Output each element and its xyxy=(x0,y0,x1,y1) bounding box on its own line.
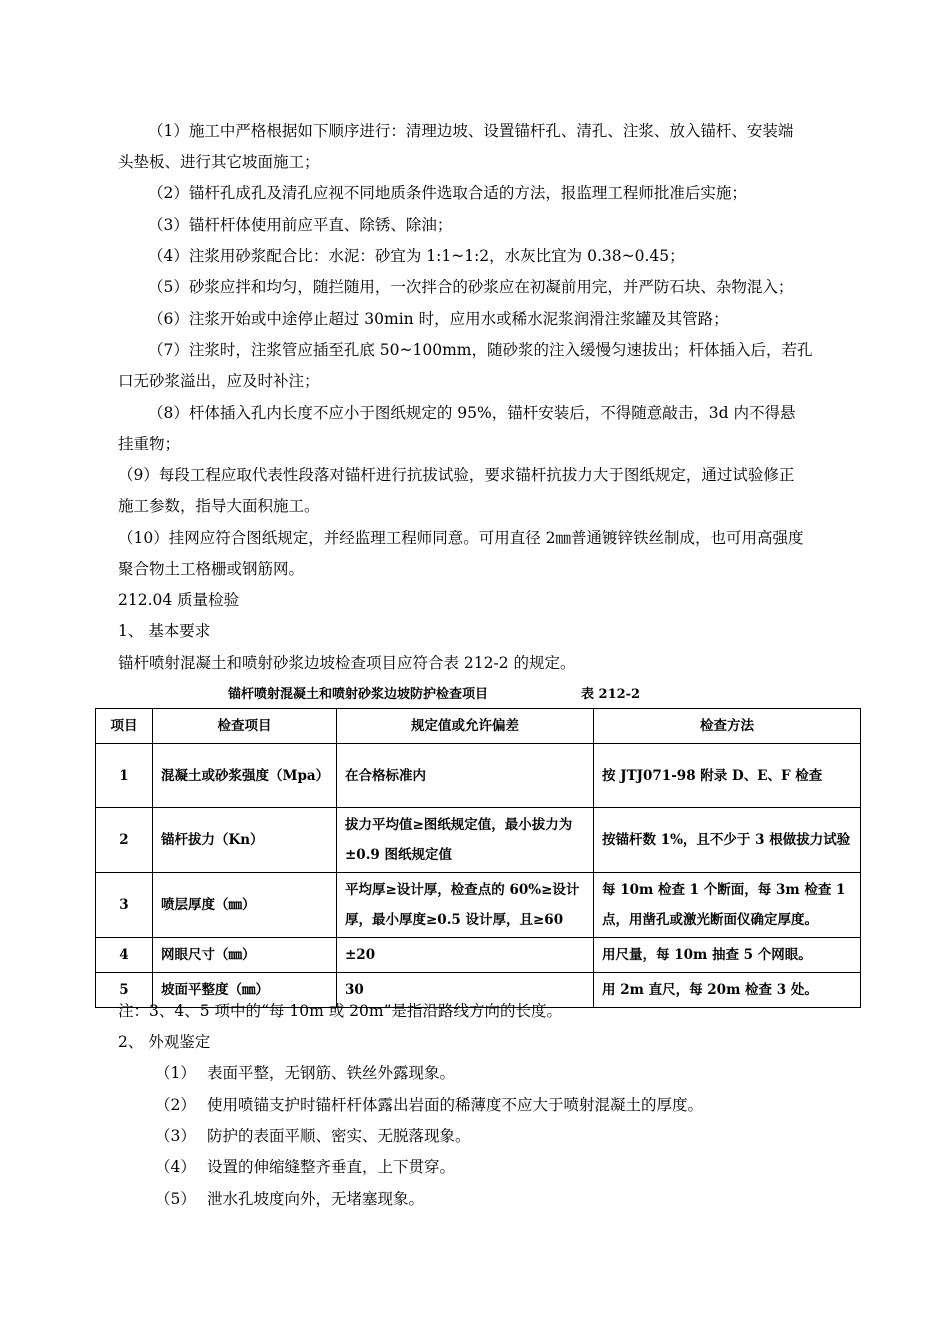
table-row xyxy=(96,744,861,808)
header-item: 检查项目 xyxy=(153,709,337,744)
appearance-item xyxy=(155,1095,703,1115)
cell-method: 用尺量，每 10m 抽查 5 个网眼。 xyxy=(594,938,861,973)
table-title: 锚杆喷射混凝土和喷射砂浆边坡防护检查项目 xyxy=(228,687,489,702)
table-intro: 锚杆喷射混凝土和喷射砂浆边坡检查项目应符合表 212-2 的规定。 xyxy=(118,654,576,672)
appearance-item-text: 表面平整，无钢筋、铁丝外露现象。 xyxy=(207,1064,456,1082)
appearance-item-number: （1） xyxy=(155,1064,196,1082)
header-method: 检查方法 xyxy=(594,709,861,744)
section-heading: 212.04 质量检验 xyxy=(118,591,240,609)
cell-no: 1 xyxy=(96,744,153,808)
cell-spec: 平均厚≥设计厚，检查点的 60%≥设计厚，最小厚度≥0.5 设计厚，且≥60 xyxy=(337,873,594,938)
cell-no: 5 xyxy=(96,973,153,1008)
cell-item: 锚杆拔力（Kn） xyxy=(153,808,337,873)
subsection-heading-appearance: 2、 外观鉴定 xyxy=(118,1033,211,1051)
paragraph-10: （10）挂网应符合图纸规定，并经监理工程师同意。可用直径 2㎜普通镀锌铁丝制成，也可用高强度 xyxy=(118,529,804,547)
cell-no: 2 xyxy=(96,808,153,873)
table-row xyxy=(96,808,861,873)
appearance-item xyxy=(155,1157,455,1177)
table-note: 注：3、4、5 项中的“每 10m 或 20m”是指沿路线方向的长度。 xyxy=(118,1002,562,1020)
cell-method: 按锚杆数 1%，且不少于 3 根做拔力试验 xyxy=(594,808,861,873)
header-spec: 规定值或允许偏差 xyxy=(337,709,594,744)
cell-spec: ±20 xyxy=(337,938,594,973)
cell-item: 混凝土或砂浆强度（Mpa） xyxy=(153,744,337,808)
appearance-item-number: （2） xyxy=(155,1096,196,1114)
cell-item: 喷层厚度（㎜） xyxy=(153,873,337,938)
paragraph-2: （2）锚杆孔成孔及清孔应视不同地质条件选取合适的方法，报监理工程师批准后实施； xyxy=(148,184,747,202)
cell-method: 用 2m 直尺，每 20m 检查 3 处。 xyxy=(594,973,861,1008)
paragraph-1: （1）施工中严格根据如下顺序进行：清理边坡、设置锚杆孔、清孔、注浆、放入锚杆、安装端 xyxy=(148,122,794,140)
cell-item: 网眼尺寸（㎜） xyxy=(153,938,337,973)
cell-spec: 拔力平均值≥图纸规定值，最小拔力为±0.9 图纸规定值 xyxy=(337,808,594,873)
appearance-item-text: 泄水孔坡度向外，无堵塞现象。 xyxy=(207,1190,425,1208)
paragraph-5: （5）砂浆应拌和均匀，随拦随用，一次拌合的砂浆应在初凝前用完，并严防石块、杂物混入； xyxy=(148,278,794,296)
appearance-item-number: （5） xyxy=(155,1190,196,1208)
paragraph-9: （9）每段工程应取代表性段落对锚杆进行抗拔试验，要求锚杆抗拔力大于图纸规定，通过试验修正 xyxy=(118,466,795,484)
table-row xyxy=(96,938,861,973)
cell-spec: 30 xyxy=(337,973,594,1008)
inspection-table xyxy=(95,708,861,1008)
cell-no: 3 xyxy=(96,873,153,938)
appearance-item-number: （3） xyxy=(155,1127,196,1145)
appearance-item-text: 设置的伸缩缝整齐垂直，上下贯穿。 xyxy=(207,1158,456,1176)
cell-item: 坡面平整度（㎜） xyxy=(153,973,337,1008)
paragraph-6: （6）注浆开始或中途停止超过 30min 时，应用水或稀水泥浆润滑注浆罐及其管路； xyxy=(148,310,729,328)
appearance-item-text: 防护的表面平顺、密实、无脱落现象。 xyxy=(207,1127,471,1145)
table-number: 表 212-2 xyxy=(581,687,641,702)
appearance-item xyxy=(155,1126,471,1146)
paragraph-9-cont: 施工参数，指导大面积施工。 xyxy=(118,497,320,515)
table-header-row xyxy=(96,709,861,744)
paragraph-1-cont: 头垫板、进行其它坡面施工； xyxy=(118,153,320,171)
paragraph-4: （4）注浆用砂浆配合比：水泥：砂宜为 1:1~1:2，水灰比宜为 0.38~0.45； xyxy=(148,247,685,265)
appearance-item-text: 使用喷锚支护时锚杆杆体露出岩面的稀薄度不应大于喷射混凝土的厚度。 xyxy=(207,1096,704,1114)
cell-spec: 在合格标准内 xyxy=(337,744,594,808)
header-no: 项目 xyxy=(96,709,153,744)
paragraph-3: （3）锚杆杆体使用前应平直、除锈、除油； xyxy=(148,216,453,234)
cell-method: 每 10m 检查 1 个断面，每 3m 检查 1 点，用凿孔或激光断面仪确定厚度。 xyxy=(594,873,861,938)
paragraph-7: （7）注浆时，注浆管应插至孔底 50~100mm，随砂浆的注入缓慢匀速拔出；杆体插入后，若孔 xyxy=(148,341,813,359)
paragraph-10-cont: 聚合物土工格栅或钢筋网。 xyxy=(118,560,305,578)
appearance-item xyxy=(155,1063,455,1083)
cell-method: 按 JTJ071-98 附录 D、E、F 检查 xyxy=(594,744,861,808)
appearance-item-number: （4） xyxy=(155,1158,196,1176)
subsection-heading-basic: 1、 基本要求 xyxy=(118,622,211,640)
table-row xyxy=(96,873,861,938)
cell-no: 4 xyxy=(96,938,153,973)
paragraph-8: （8）杆体插入孔内长度不应小于图纸规定的 95%，锚杆安装后，不得随意敲击，3d 内不得悬 xyxy=(148,404,796,422)
appearance-item xyxy=(155,1189,424,1209)
paragraph-8-cont: 挂重物； xyxy=(118,435,181,453)
paragraph-7-cont: 口无砂浆溢出，应及时补注； xyxy=(118,372,320,390)
